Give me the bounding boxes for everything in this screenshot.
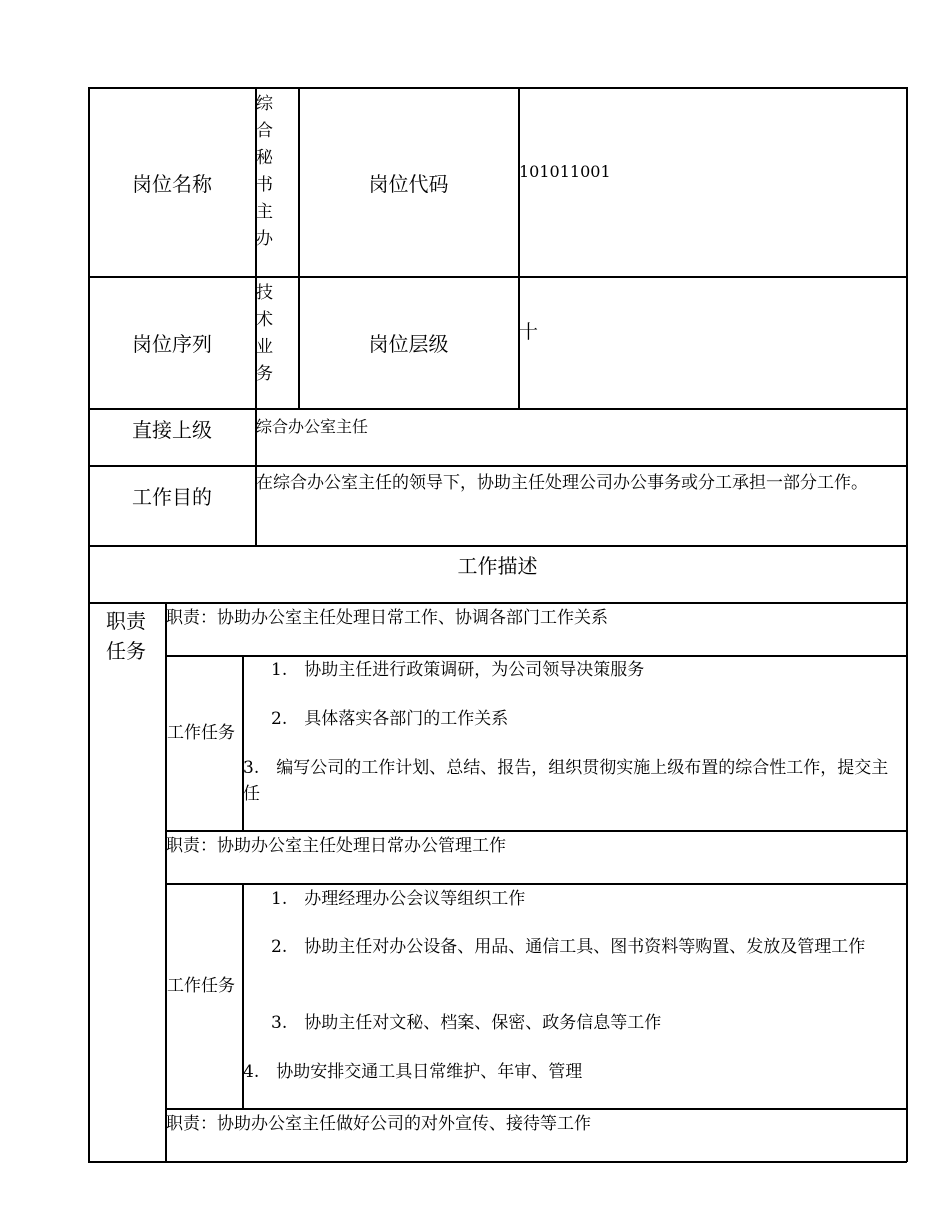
- responsibility-3: 职责：协助办公室主任做好公司的对外宣传、接待等工作: [166, 1114, 591, 1134]
- task-1-3: 3. 编写公司的工作计划、总结、报告，组织贯彻实施上级布置的综合性工作，提交主任: [243, 758, 889, 804]
- responsibility-1: 职责：协助办公室主任处理日常工作、协调各部门工作关系: [166, 608, 608, 628]
- post-name-label: 岗位名称: [132, 171, 212, 196]
- post-level-value: 十: [519, 321, 539, 343]
- post-sequence-value: 技术业务: [256, 283, 273, 384]
- post-code-label: 岗位代码: [368, 171, 449, 196]
- task-1-2: 2. 具体落实各部门的工作关系: [271, 709, 509, 729]
- duties-label: 职责任务: [106, 609, 146, 663]
- post-sequence-label: 岗位序列: [132, 332, 212, 356]
- direct-superior-label: 直接上级: [132, 418, 212, 442]
- post-level-label: 岗位层级: [368, 332, 449, 356]
- post-name-value: 综合秘书主办: [256, 94, 273, 249]
- task-2-1: 1. 办理经理办公会议等组织工作: [271, 889, 526, 909]
- work-description-title: 工作描述: [457, 554, 538, 578]
- task-2-4: 4. 协助安排交通工具日常维护、年审、管理: [243, 1062, 583, 1082]
- post-code-value: 101011001: [519, 162, 611, 181]
- direct-superior-value: 综合办公室主任: [256, 417, 369, 436]
- work-purpose-label: 工作目的: [132, 484, 212, 509]
- task-2-2: 2. 协助主任对办公设备、用品、通信工具、图书资料等购置、发放及管理工作: [271, 937, 866, 957]
- task-label-1: 工作任务: [167, 723, 235, 743]
- task-1-1: 1. 协助主任进行政策调研，为公司领导决策服务: [271, 660, 645, 680]
- responsibility-2: 职责：协助办公室主任处理日常办公管理工作: [166, 836, 506, 856]
- task-2-3: 3. 协助主任对文秘、档案、保密、政务信息等工作: [271, 1013, 662, 1033]
- work-purpose-value: 在综合办公室主任的领导下，协助主任处理公司办公事务或分工承担一部分工作。: [256, 473, 868, 493]
- task-label-2: 工作任务: [167, 976, 235, 996]
